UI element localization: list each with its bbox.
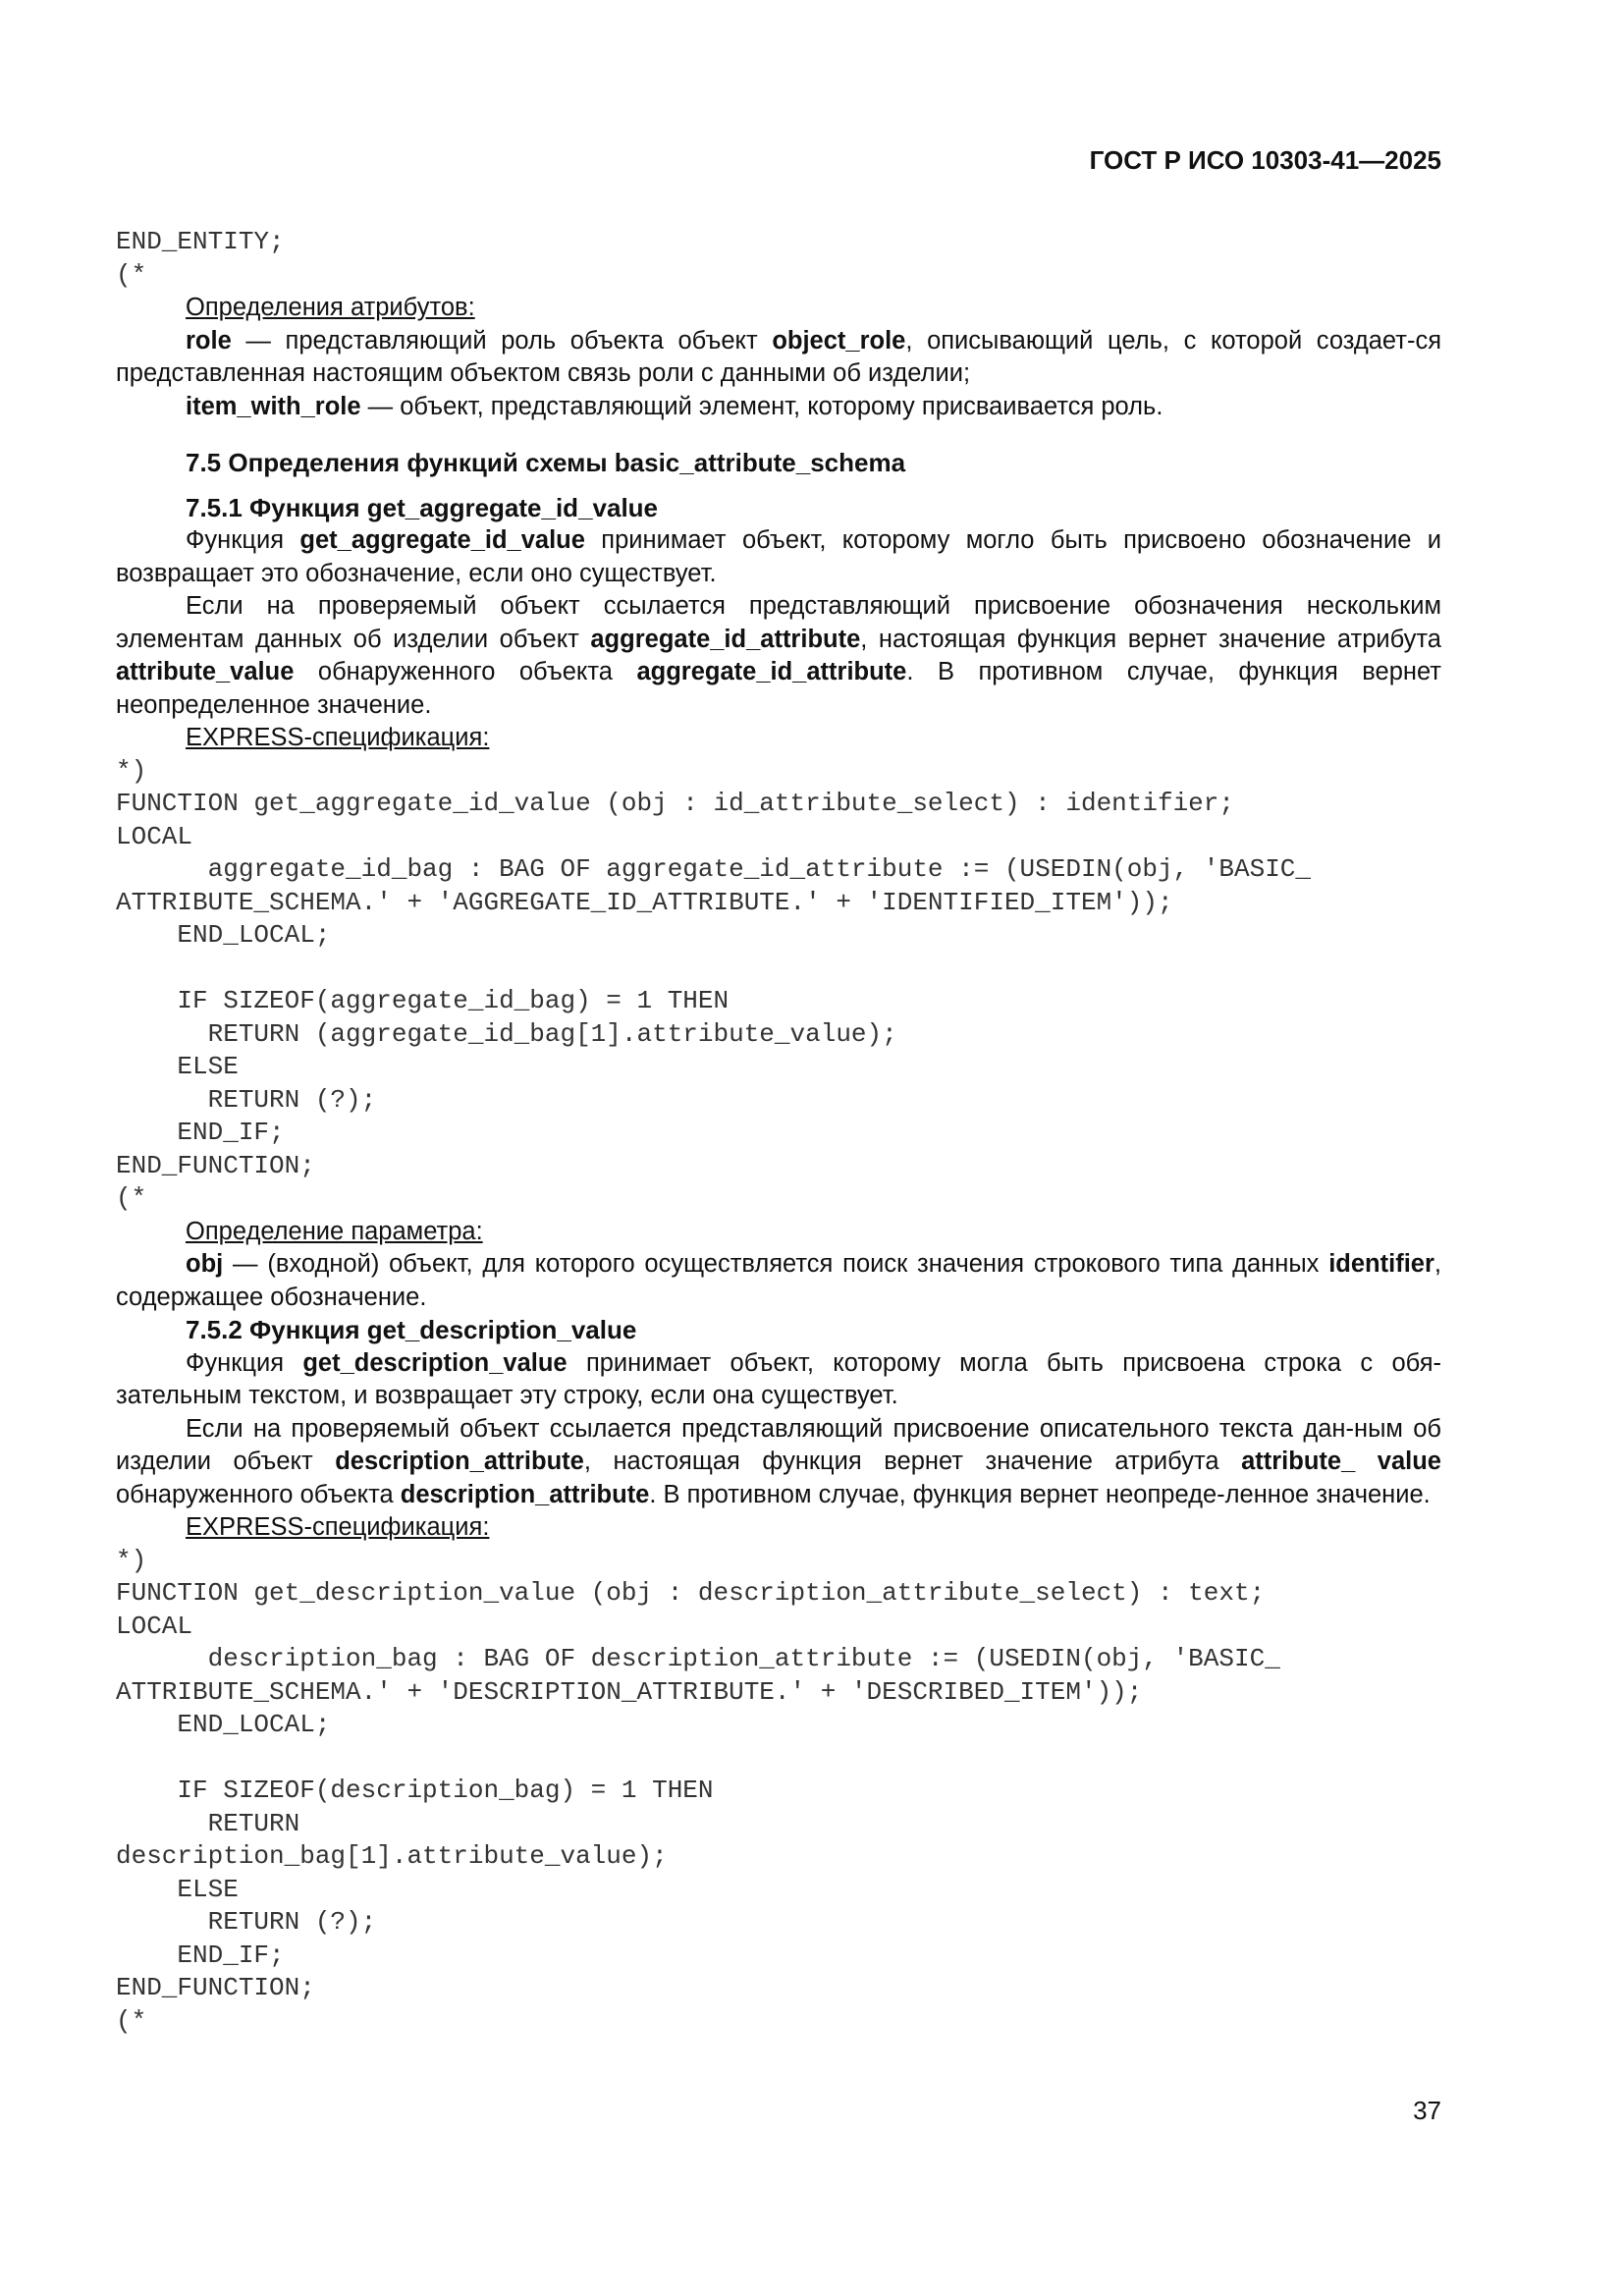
item-with-role-term: item_with_role xyxy=(186,392,361,420)
role-term: role xyxy=(186,326,232,355)
section-heading-7-5: 7.5 Определения функций схемы basic_attribute_schema xyxy=(186,448,906,477)
f1p2-text-g: . В противном случае, функция вернет неопределенное значение. xyxy=(116,658,1441,719)
item-with-role-definition xyxy=(116,391,1441,424)
express-label-1-text: EXPRESS-спецификация: xyxy=(186,724,490,751)
attr-heading-text: Определения атрибутов: xyxy=(186,294,475,321)
obj-term: obj xyxy=(186,1250,224,1278)
f1p2-text-e: обнаруженного объекта xyxy=(294,658,637,685)
obj-parameter-definition xyxy=(116,1248,1441,1314)
f1p2-text-c: , настоящая функция вернет значение атрибута xyxy=(860,625,1441,653)
identifier-term: identifier xyxy=(1328,1250,1434,1278)
code-block-function-2: *) FUNCTION get_description_value (obj : description_attribute_select) : text; LOCAL description_bag : BAG OF description_attribute := (USEDIN(obj, 'BASIC_ ATTRIBUTE_SCHEMA.' + 'DESCRIPTION_ATTRIBUTE.' + 'DESCRIBED_ITEM')); END_LOCAL; IF SIZEOF(description_bag) = 1 THEN RETURN description_bag[1].attribute_value); ELSE RETURN (?); END_IF; END_FUNCTION; (* xyxy=(116,1545,1280,2036)
obj-text-1: — (входной) объект, для которого осуществляется поиск значения строкового типа данных xyxy=(223,1250,1329,1278)
express-label-2-text: EXPRESS-спецификация: xyxy=(186,1513,490,1541)
parameter-definition-heading xyxy=(186,1216,1441,1249)
section-heading-7-5-2: 7.5.2 Функция get_description_value xyxy=(186,1315,637,1344)
f1p1-text-a: Функция xyxy=(186,526,300,554)
f2p2-text-a: Если на проверяемый объект ссылается представляющий присвоение описательного текста дан-ным об изделии объект xyxy=(116,1414,1441,1475)
page-content xyxy=(116,226,1441,2038)
object-role-term: object_role xyxy=(772,326,906,355)
f2p2-term-f: description_attribute xyxy=(400,1480,650,1508)
role-text-1: — представляющий роль объекта объект xyxy=(231,326,773,355)
f2p1-text-c: принимает объект, которому могла быть присвоена строка с обя-зательным текстом, и возвращает эту строку, если она существует. xyxy=(116,1348,1441,1409)
f1p2-term-b: aggregate_id_attribute xyxy=(590,625,861,653)
f2p2-text-g: . В противном случае, функция вернет неопреде-ленное значение. xyxy=(649,1480,1431,1508)
f2p2-term-b: description_attribute xyxy=(335,1448,584,1475)
param-heading-text: Определение параметра: xyxy=(186,1217,483,1245)
f1p1-term: get_aggregate_id_value xyxy=(299,526,585,554)
attribute-definitions-heading xyxy=(186,292,1441,325)
page-number: 37 xyxy=(1413,2096,1441,2125)
code-end-entity: END_ENTITY; (* xyxy=(116,227,285,290)
f2p2-text-c: , настоящая функция вернет значение атрибута xyxy=(583,1448,1242,1475)
express-spec-label-2 xyxy=(186,1511,1441,1545)
f2p1-text-a: Функция xyxy=(186,1348,303,1377)
f1p2-term-f: aggregate_id_attribute xyxy=(636,658,907,685)
f1p2-term-d: attribute_value xyxy=(116,658,295,685)
document-header: ГОСТ Р ИСО 10303-41—2025 xyxy=(1089,145,1441,175)
function2-paragraph-2 xyxy=(116,1413,1441,1512)
obj-text-2: , содержащее обозначение. xyxy=(116,1250,1441,1311)
f1p1-text-c: принимает объект, которому могло быть присвоено обозначение и возвращает это обозначение, если оно существует. xyxy=(116,526,1441,587)
f1p2-text-a: Если на проверяемый объект ссылается представляющий присвоение обозначения нескольким элементам данных об изделии объект xyxy=(116,592,1441,653)
function1-paragraph-2 xyxy=(116,590,1441,722)
section-heading-7-5-1: 7.5.1 Функция get_aggregate_id_value xyxy=(186,492,659,522)
express-spec-label-1 xyxy=(186,722,1441,755)
item-with-role-text: — объект, представляющий элемент, которому присваивается роль. xyxy=(360,392,1163,420)
f2p1-term: get_description_value xyxy=(302,1348,568,1377)
f2p2-term-d: attribute_ value xyxy=(1241,1448,1441,1475)
role-text-2: , описывающий цель, с которой создает-ся представленная настоящим объектом связь роли с данными об изделии; xyxy=(116,326,1441,387)
function1-paragraph-1 xyxy=(116,524,1441,590)
function2-paragraph-1 xyxy=(116,1347,1441,1413)
role-definition xyxy=(116,325,1441,391)
code-block-function-1: *) FUNCTION get_aggregate_id_value (obj : id_attribute_select) : identifier; LOCAL aggregate_id_bag : BAG OF aggregate_id_attribute := (USEDIN(obj, 'BASIC_ ATTRIBUTE_SCHEMA.' + 'AGGREGATE_ID_ATTRIBUTE.' + 'IDENTIFIED_ITEM')); END_LOCAL; IF SIZEOF(aggregate_id_bag) = 1 THEN RETURN (aggregate_id_bag[1].attribute_value); ELSE RETURN (?); END_IF; END_FUNCTION; (* xyxy=(116,755,1311,1213)
f2p2-text-e: обнаруженного объекта xyxy=(116,1480,401,1508)
